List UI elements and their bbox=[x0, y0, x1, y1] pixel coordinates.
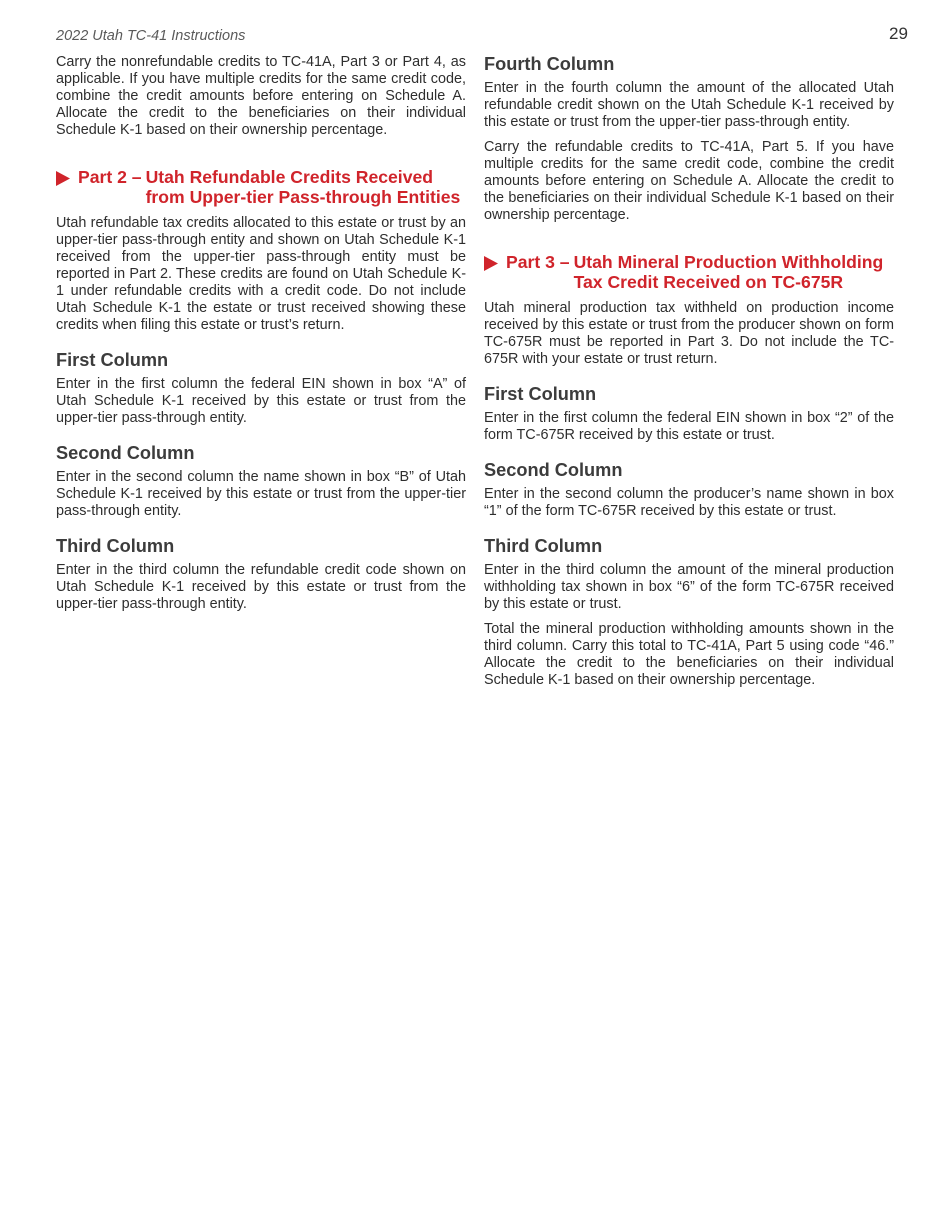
fourth-column-body-2: Carry the refundable credits to TC-41A, Part 5. If you have multiple credits for the same credit code, combine the credit amounts before entering on Schedule A. Allocate the credit to the beneficiaries on their individual Schedule K-1 based on their ownership percentage. bbox=[484, 139, 894, 223]
part2-label: Part 2 – bbox=[78, 167, 142, 187]
third-column-body: Enter in the third column the refundable credit code shown on Utah Schedule K-1 received by this estate or trust from the upper-tier pass-through entity. bbox=[56, 562, 466, 612]
fourth-column-heading: Fourth Column bbox=[484, 54, 615, 74]
third-column-body-2: Total the mineral production withholding amounts shown in the third column. Carry this total to TC-41A, Part 5 using code “46.” Allocate the credit to the beneficiaries on their individual Schedule K-1 based on their ownership percentage. bbox=[484, 621, 894, 688]
part2-heading bbox=[56, 167, 466, 207]
triangle-right-icon bbox=[56, 167, 78, 190]
part3-label: Part 3 – bbox=[506, 252, 570, 272]
right-column bbox=[484, 54, 894, 697]
intro-paragraph: Carry the nonrefundable credits to TC-41A, Part 3 or Part 4, as applicable. If you have multiple credits for the same credit code, combine the credit amounts before entering on Schedule A. Allocate the credit to the beneficiaries on their individual Schedule K-1 based on their ownership percentage. bbox=[56, 54, 466, 138]
part3-title: Utah Mineral Production Withholding Tax Credit Received on TC-675R bbox=[573, 252, 884, 292]
first-column-body: Enter in the first column the federal EIN shown in box “2” of the form TC-675R received by this estate or trust. bbox=[484, 410, 894, 443]
third-column-heading: Third Column bbox=[484, 536, 603, 556]
third-column-heading: Third Column bbox=[56, 536, 175, 556]
part2-title: Utah Refundable Credits Received from Upper-tier Pass-through Entities bbox=[145, 167, 461, 207]
part2-body: Utah refundable tax credits allocated to this estate or trust by an upper-tier pass-through entity and shown on Utah Schedule K-1 received from the upper-tier pass-through entity must be reported in Part 2. These credits are found on Utah Schedule K-1 under refundable credits with a credit code. Do not include Utah Schedule K-1 the estate or trust received showing these credits when filing this estate or trust’s return. bbox=[56, 215, 466, 333]
part3-heading bbox=[484, 252, 894, 292]
second-column-heading: Second Column bbox=[484, 460, 623, 480]
part3-body: Utah mineral production tax withheld on production income received by this estate or trust from the producer shown on form TC-675R must be reported in Part 3. Do not include the TC-675R with your estate or trust return. bbox=[484, 300, 894, 367]
second-column-heading: Second Column bbox=[56, 443, 195, 463]
first-column-heading: First Column bbox=[484, 384, 597, 404]
fourth-column-body-1: Enter in the fourth column the amount of the allocated Utah refundable credit shown on the Utah Schedule K-1 received by this estate or trust from the upper-tier pass-through entity. bbox=[484, 80, 894, 130]
triangle-right-icon bbox=[484, 252, 506, 275]
second-column-body: Enter in the second column the name shown in box “B” of Utah Schedule K-1 received by this estate or trust from the upper-tier pass-through entity. bbox=[56, 469, 466, 519]
second-column-body: Enter in the second column the producer’s name shown in box “1” of the form TC-675R received by this estate or trust. bbox=[484, 486, 894, 519]
header-title: 2022 Utah TC-41 Instructions bbox=[56, 28, 246, 44]
first-column-heading: First Column bbox=[56, 350, 169, 370]
left-column bbox=[56, 54, 466, 621]
third-column-body-1: Enter in the third column the amount of the mineral production withholding tax shown in box “6” of the form TC-675R received by this estate or trust. bbox=[484, 562, 894, 612]
page-number: 29 bbox=[889, 24, 908, 43]
first-column-body: Enter in the first column the federal EIN shown in box “A” of Utah Schedule K-1 received by this estate or trust from the upper-tier pass-through entity. bbox=[56, 376, 466, 426]
